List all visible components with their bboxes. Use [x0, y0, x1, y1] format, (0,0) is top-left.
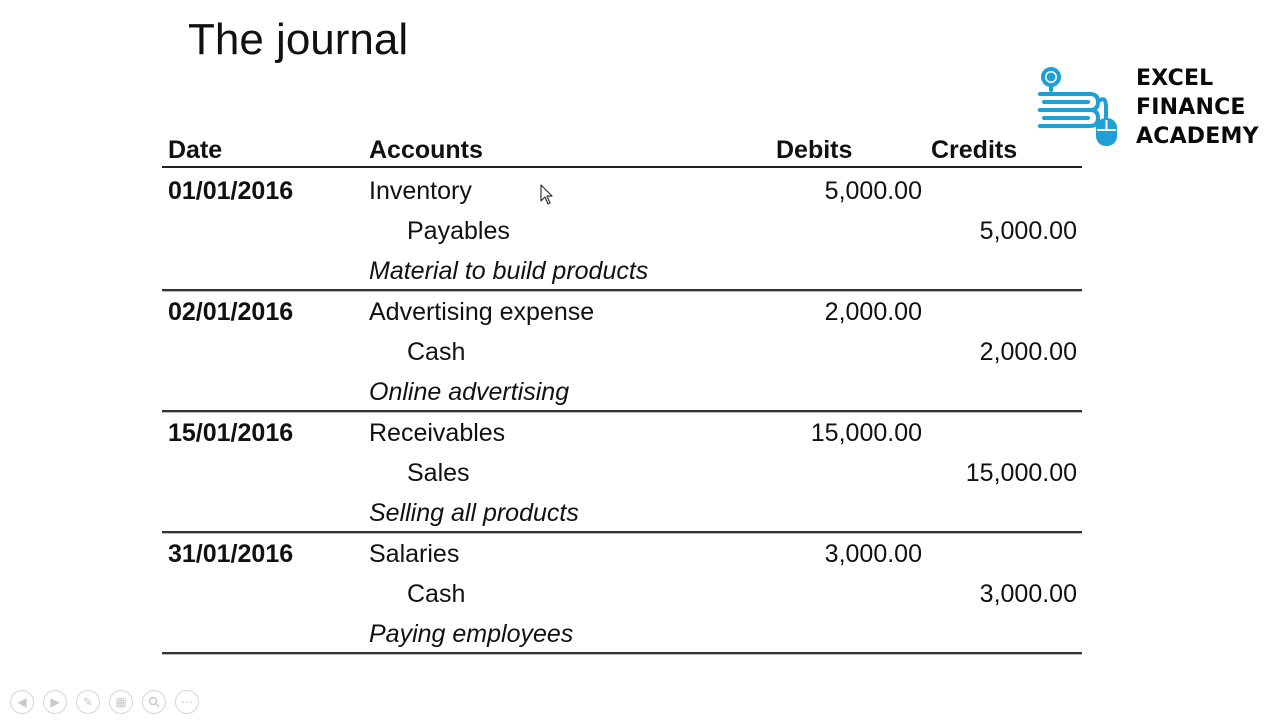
pen-icon: ✎: [82, 695, 94, 709]
logo-line-2: FINANCE: [1136, 95, 1246, 120]
grid-icon: ▦: [115, 695, 127, 709]
zoom-button[interactable]: [142, 690, 166, 714]
slideshow-toolbar: [10, 690, 199, 716]
credit-amount: 2,000.00: [979, 338, 1077, 366]
more-options-button[interactable]: [175, 690, 199, 714]
entry-memo: Material to build products: [369, 257, 649, 285]
excel-finance-academy-logo: [1034, 64, 1270, 154]
header-debits: Debits: [776, 136, 853, 164]
logo-line-3: ACADEMY: [1136, 124, 1259, 149]
journal-entry: [162, 534, 1082, 655]
debit-account: Inventory: [369, 177, 472, 205]
credit-account: Sales: [407, 459, 470, 487]
next-slide-button[interactable]: [43, 690, 67, 714]
journal-entry: [162, 413, 1082, 534]
arrow-right-icon: ▶: [50, 695, 60, 709]
previous-slide-button[interactable]: [10, 690, 34, 714]
debit-account: Advertising expense: [369, 298, 595, 326]
entry-date: 02/01/2016: [168, 298, 294, 326]
magnifier-icon: [148, 696, 160, 708]
logo-line-1: EXCEL: [1136, 66, 1214, 91]
entry-rule: [162, 652, 1082, 655]
credit-amount: 3,000.00: [979, 580, 1077, 608]
credit-account: Cash: [407, 580, 466, 608]
entry-memo: Paying employees: [369, 620, 574, 648]
journal-entry: [162, 292, 1082, 413]
credit-account: Cash: [407, 338, 466, 366]
debit-amount: 2,000.00: [824, 298, 922, 326]
debit-account: Salaries: [369, 540, 460, 568]
entry-date: 01/01/2016: [168, 177, 294, 205]
debit-amount: 15,000.00: [810, 419, 922, 447]
pen-tool-button[interactable]: [76, 690, 100, 714]
journal-entry: [162, 171, 1082, 292]
header-credits: Credits: [931, 136, 1018, 164]
ellipsis-icon: ⋯: [181, 695, 193, 709]
credit-amount: 15,000.00: [965, 459, 1077, 487]
debit-amount: 5,000.00: [824, 177, 922, 205]
header-date: Date: [168, 136, 223, 164]
header-rule: [162, 166, 1082, 168]
all-slides-button[interactable]: [109, 690, 133, 714]
header-accounts: Accounts: [369, 136, 483, 164]
arrow-left-icon: ◀: [17, 695, 27, 709]
credit-amount: 5,000.00: [979, 217, 1077, 245]
logo-wordmark: [1136, 64, 1259, 151]
entry-memo: Online advertising: [369, 378, 570, 406]
entry-date: 15/01/2016: [168, 419, 294, 447]
slide-title: The journal: [188, 15, 409, 64]
debit-amount: 3,000.00: [824, 540, 922, 568]
mouse-pointer-icon: [540, 184, 554, 206]
debit-account: Receivables: [369, 419, 506, 447]
credit-account: Payables: [407, 217, 510, 245]
entry-memo: Selling all products: [369, 499, 579, 527]
entry-date: 31/01/2016: [168, 540, 294, 568]
academy-logo-icon: [1034, 64, 1124, 154]
